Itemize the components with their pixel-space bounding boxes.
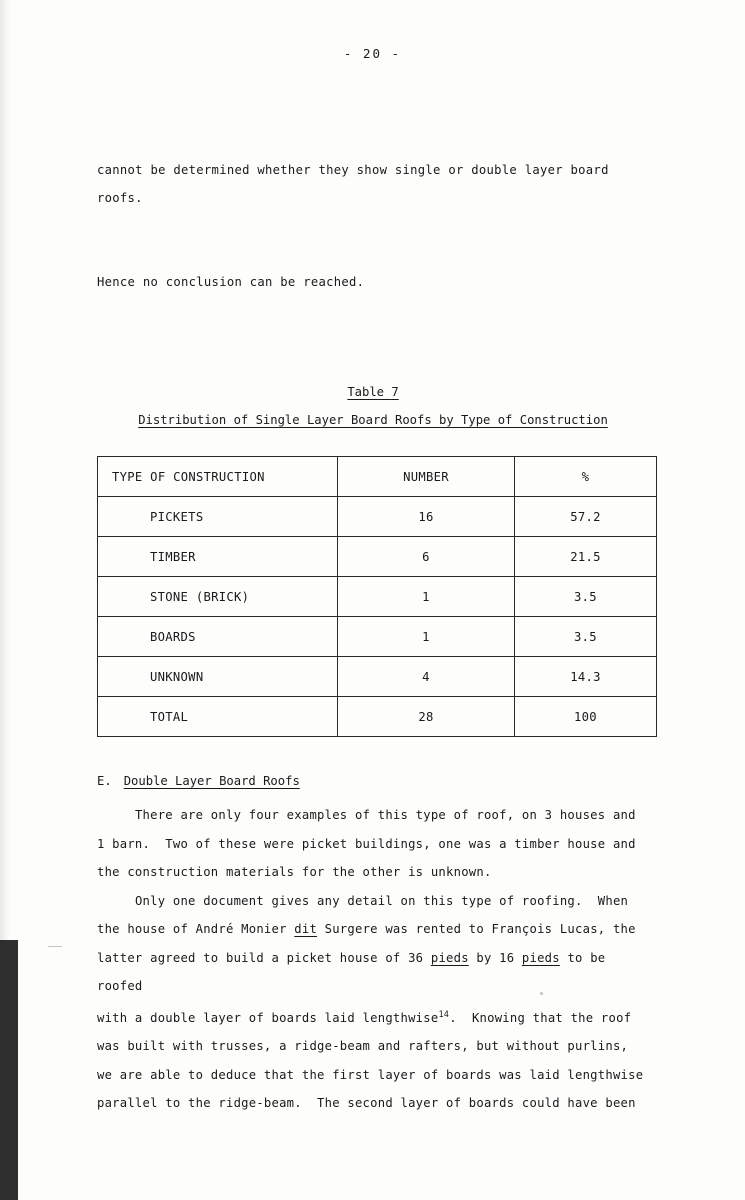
intro-line-2: Hence no conclusion can be reached. (97, 275, 365, 289)
text-before-dit: the house of André Monier (97, 922, 295, 936)
term-pieds-1: pieds (430, 950, 469, 965)
section-heading (97, 767, 649, 795)
scan-edge-dark-band (0, 940, 18, 1200)
paragraph-2-line-1: Only one document gives any detail on this type of roofing. When (97, 893, 629, 908)
cell-number: 4 (338, 657, 515, 697)
text-after-footnote: . Knowing that the roof (449, 1010, 632, 1025)
page-content (97, 100, 649, 1118)
table-row (98, 537, 657, 577)
table-header-row (98, 457, 657, 497)
cell-number: 28 (338, 697, 515, 737)
cell-number: 16 (338, 497, 515, 537)
intro-paragraph (97, 100, 649, 352)
body-text (97, 801, 649, 1118)
text-between-pieds: by 16 (468, 950, 522, 965)
cell-percent: 100 (515, 697, 657, 737)
paragraph-2-line-3 (97, 944, 649, 1001)
paragraph-1-line-1: There are only four examples of this type of roof, on 3 houses and (97, 808, 636, 822)
paragraph-2-line-6: we are able to deduce that the first layer of boards was laid lengthwise (97, 1067, 644, 1082)
scan-speck-2 (48, 946, 62, 947)
table-row (98, 657, 657, 697)
intro-line-1: cannot be determined whether they show single or double layer board roofs. (97, 163, 617, 205)
table-caption-text: Table 7 (347, 385, 399, 399)
cell-type: TIMBER (98, 537, 338, 577)
paragraph-2-line-4 (97, 1001, 649, 1033)
cell-type: UNKNOWN (98, 657, 338, 697)
text-after-dit: Surgere was rented to François Lucas, the (317, 922, 636, 936)
cell-type: BOARDS (98, 617, 338, 657)
cell-percent: 57.2 (515, 497, 657, 537)
text-before-pieds-1: latter agreed to build a picket house of 36 (97, 950, 431, 965)
cell-number: 1 (338, 617, 515, 657)
footnote-marker: 14 (438, 1009, 450, 1020)
cell-number: 6 (338, 537, 515, 577)
table-row (98, 617, 657, 657)
column-header-percent: % (515, 457, 657, 497)
term-pieds-2: pieds (521, 950, 560, 965)
cell-type: TOTAL (98, 697, 338, 737)
table-row-total (98, 697, 657, 737)
cell-number: 1 (338, 577, 515, 617)
table-caption (97, 378, 649, 406)
column-header-type: TYPE OF CONSTRUCTION (98, 457, 338, 497)
text-before-footnote: with a double layer of boards laid lengthwise (97, 1010, 439, 1025)
table-row (98, 497, 657, 537)
cell-percent: 14.3 (515, 657, 657, 697)
paragraph-2-line-7: parallel to the ridge-beam. The second layer of boards could have been (97, 1096, 636, 1111)
section-letter: E. (97, 774, 112, 788)
cell-type: PICKETS (98, 497, 338, 537)
section-title: Double Layer Board Roofs (123, 774, 300, 788)
table-row (98, 577, 657, 617)
table-title: Distribution of Single Layer Board Roofs by Type of Construction (138, 413, 608, 427)
scan-speck-1 (540, 992, 543, 995)
cell-type: STONE (BRICK) (98, 577, 338, 617)
paragraph-2-line-5: was built with trusses, a ridge-beam and rafters, but without purlins, (97, 1039, 629, 1054)
text-after-pieds-2: to be roofed (97, 950, 613, 993)
column-header-number: NUMBER (338, 457, 515, 497)
paragraph-1-line-3: the construction materials for the other is unknown. (97, 865, 492, 879)
cell-percent: 3.5 (515, 617, 657, 657)
paragraph-1-line-2: 1 barn. Two of these were picket buildings, one was a timber house and (97, 836, 636, 851)
cell-percent: 21.5 (515, 537, 657, 577)
italic-term-dit: dit (294, 922, 318, 936)
cell-percent: 3.5 (515, 577, 657, 617)
paragraph-2-line-2 (97, 915, 649, 944)
distribution-table (97, 456, 657, 737)
page-number: - 20 - (343, 46, 402, 61)
